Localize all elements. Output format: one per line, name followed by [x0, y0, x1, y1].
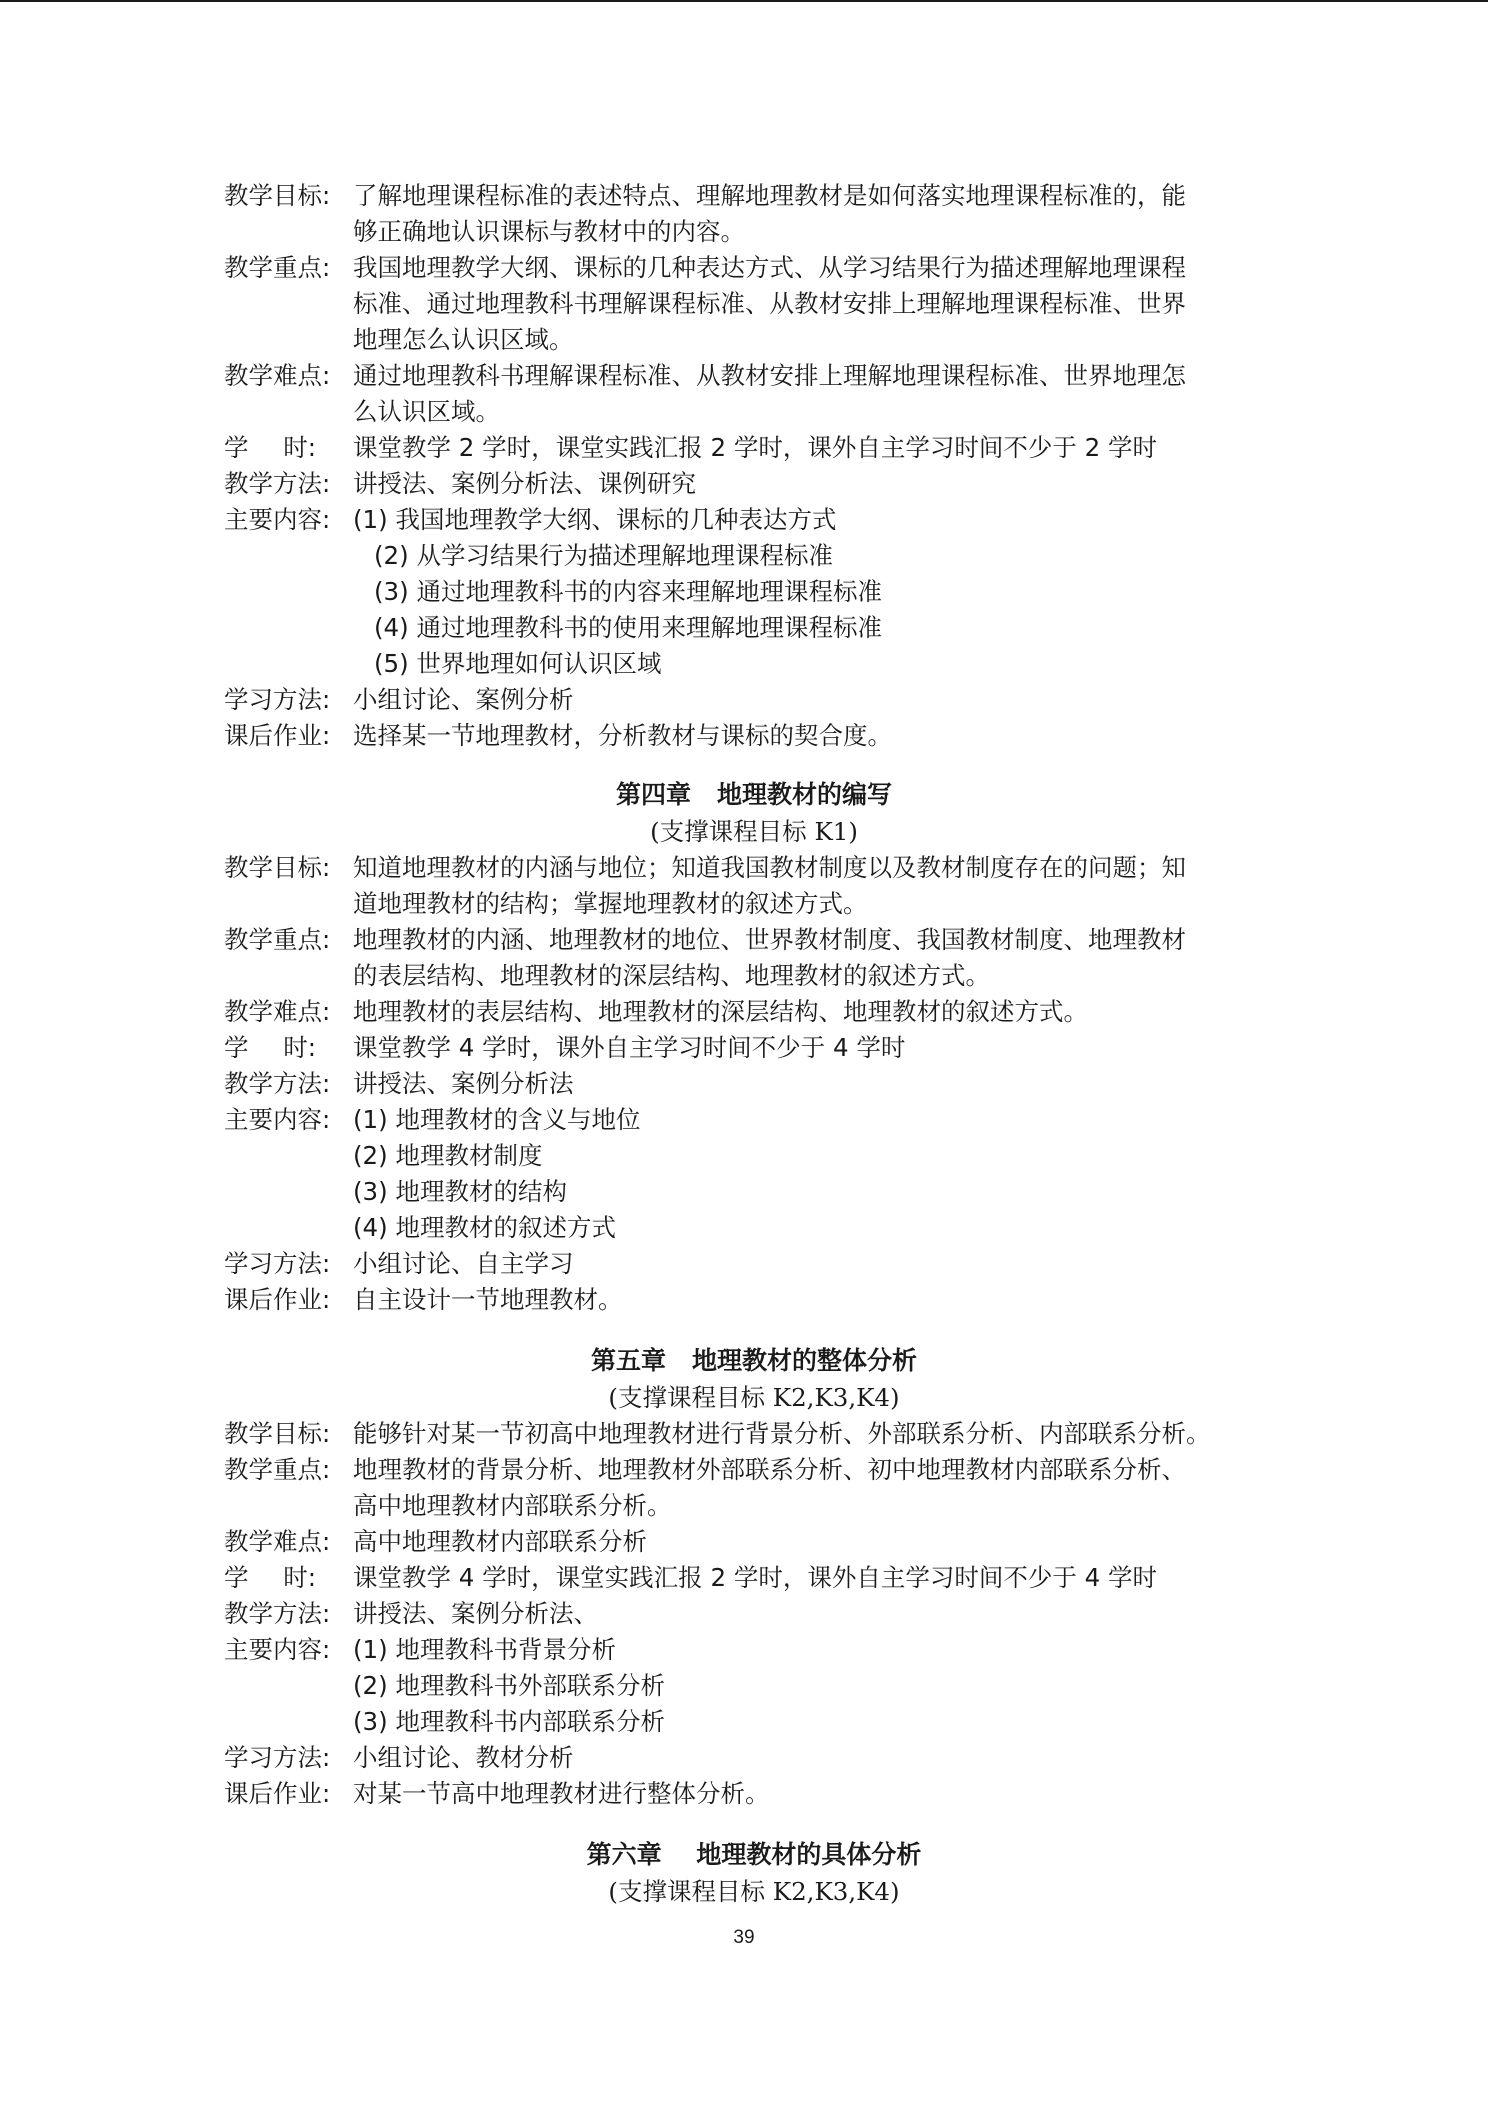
teaching-focus-label: 教学重点:: [224, 253, 331, 282]
teaching-focus-row: [224, 922, 1284, 958]
chapter-4-subtitle: (支撑课程目标 K1): [650, 817, 858, 846]
study-method-row: [224, 1740, 1284, 1776]
teaching-goal-label: 教学目标:: [224, 1419, 331, 1448]
study-method-text: 小组讨论、教材分析: [353, 1743, 574, 1772]
main-content-item: (1) 我国地理教学大纲、课标的几种表达方式: [353, 505, 837, 534]
study-method-label: 学习方法:: [224, 1249, 331, 1278]
chapter-5-subtitle: (支撑课程目标 K2,K3,K4): [608, 1383, 900, 1412]
main-content-item: (2) 地理教科书外部联系分析: [353, 1671, 665, 1700]
teaching-focus-text: 我国地理教学大纲、课标的几种表达方式、从学习结果行为描述理解地理课程: [353, 253, 1186, 282]
class-hours-label: [224, 1030, 316, 1066]
teaching-goal-text: 了解地理课程标准的表述特点、理解地理教材是如何落实地理课程标准的，能: [353, 181, 1186, 210]
teaching-method-text: 讲授法、案例分析法: [353, 1069, 574, 1098]
homework-label: 课后作业:: [224, 1285, 331, 1314]
teaching-difficulty-row: [224, 358, 1284, 394]
teaching-focus-row: [224, 250, 1284, 286]
teaching-difficulty-row: [224, 1524, 1284, 1560]
section-chapter-6: [224, 1836, 1284, 1910]
main-content-row: [224, 1102, 1284, 1138]
teaching-goal-row: [224, 178, 1284, 214]
teaching-goal-row: [224, 1416, 1284, 1452]
teaching-method-text: 讲授法、案例分析法、课例研究: [353, 469, 696, 498]
main-content-item: (2) 地理教材制度: [353, 1141, 543, 1170]
teaching-focus-row: [224, 1452, 1284, 1488]
teaching-difficulty-text-cont: 么认识区域。: [353, 397, 500, 426]
teaching-goal-text: 能够针对某一节初高中地理教材进行背景分析、外部联系分析、内部联系分析。: [353, 1419, 1211, 1448]
class-hours-text: 课堂教学 4 学时，课外自主学习时间不少于 4 学时: [353, 1033, 906, 1062]
teaching-method-label: 教学方法:: [224, 1599, 331, 1628]
teaching-difficulty-text: 地理教材的表层结构、地理教材的深层结构、地理教材的叙述方式。: [353, 997, 1088, 1026]
teaching-method-row: [224, 1066, 1284, 1102]
document-body: [224, 178, 1284, 1910]
teaching-difficulty-label: 教学难点:: [224, 361, 331, 390]
class-hours-row: [224, 1560, 1284, 1596]
teaching-goal-text-cont: 够正确地认识课标与教材中的内容。: [353, 217, 745, 246]
main-content-row: [224, 1632, 1284, 1668]
teaching-difficulty-label: 教学难点:: [224, 997, 331, 1026]
chapter-6-subtitle: (支撑课程目标 K2,K3,K4): [608, 1877, 900, 1906]
label-spacer: [316, 1030, 353, 1066]
teaching-focus-text-cont: 标准、通过地理教科书理解课程标准、从教材安排上理解地理课程标准、世界: [353, 289, 1186, 318]
chapter-5-title: 第五章 地理教材的整体分析: [590, 1346, 918, 1375]
study-method-row: [224, 682, 1284, 718]
teaching-focus-label: 教学重点:: [224, 1455, 331, 1484]
class-hours-label: [224, 1560, 316, 1596]
homework-label: 课后作业:: [224, 721, 331, 750]
main-content-item: (1) 地理教科书背景分析: [353, 1635, 616, 1664]
homework-row: [224, 1776, 1284, 1812]
class-hours-label-char: 学: [224, 433, 249, 462]
section-chapter-3-tail: [224, 178, 1284, 754]
study-method-label: 学习方法:: [224, 685, 331, 714]
study-method-label: 学习方法:: [224, 1743, 331, 1772]
teaching-goal-text-cont: 道地理教材的结构；掌握地理教材的叙述方式。: [353, 889, 868, 918]
page-number: 39: [733, 1927, 755, 1948]
class-hours-label-char: 时:: [283, 433, 316, 462]
teaching-method-label: 教学方法:: [224, 469, 331, 498]
class-hours-row: [224, 1030, 1284, 1066]
teaching-difficulty-text: 高中地理教材内部联系分析: [353, 1527, 647, 1556]
teaching-method-row: [224, 1596, 1284, 1632]
main-content-item: (1) 地理教材的含义与地位: [353, 1105, 641, 1134]
homework-text: 对某一节高中地理教材进行整体分析。: [353, 1779, 770, 1808]
class-hours-text: 课堂教学 2 学时，课堂实践汇报 2 学时，课外自主学习时间不少于 2 学时: [353, 433, 1157, 462]
class-hours-label: [224, 430, 316, 466]
homework-label: 课后作业:: [224, 1779, 331, 1808]
teaching-goal-label: 教学目标:: [224, 853, 331, 882]
homework-row: [224, 718, 1284, 754]
teaching-focus-text: 地理教材的背景分析、地理教材外部联系分析、初中地理教材内部联系分析、: [353, 1455, 1186, 1484]
main-content-item: (3) 地理教科书内部联系分析: [353, 1707, 665, 1736]
teaching-difficulty-label: 教学难点:: [224, 1527, 331, 1556]
section-chapter-4: [224, 776, 1284, 1318]
class-hours-label-char: 学: [224, 1563, 249, 1592]
teaching-focus-text: 地理教材的内涵、地理教材的地位、世界教材制度、我国教材制度、地理教材: [353, 925, 1186, 954]
section-chapter-5: [224, 1342, 1284, 1812]
class-hours-label-char: 学: [224, 1033, 249, 1062]
label-spacer: [316, 430, 353, 466]
main-content-item: (3) 地理教材的结构: [353, 1177, 567, 1206]
top-border-line: [0, 0, 1488, 2]
class-hours-label-char: 时:: [283, 1563, 316, 1592]
teaching-focus-text-cont: 高中地理教材内部联系分析。: [353, 1491, 672, 1520]
homework-text: 选择某一节地理教材，分析教材与课标的契合度。: [353, 721, 892, 750]
main-content-item: (5) 世界地理如何认识区域: [374, 649, 662, 678]
main-content-item: (4) 通过地理教科书的使用来理解地理课程标准: [374, 613, 882, 642]
teaching-goal-row: [224, 850, 1284, 886]
main-content-label: 主要内容:: [224, 505, 331, 534]
chapter-6-title: 第六章 地理教材的具体分析: [586, 1840, 922, 1869]
teaching-difficulty-row: [224, 994, 1284, 1030]
teaching-method-row: [224, 466, 1284, 502]
main-content-label: 主要内容:: [224, 1105, 331, 1134]
study-method-row: [224, 1246, 1284, 1282]
class-hours-text: 课堂教学 4 学时，课堂实践汇报 2 学时，课外自主学习时间不少于 4 学时: [353, 1563, 1157, 1592]
main-content-row: [224, 502, 1284, 538]
main-content-item: (4) 地理教材的叙述方式: [353, 1213, 616, 1242]
teaching-goal-text: 知道地理教材的内涵与地位；知道我国教材制度以及教材制度存在的问题；知: [353, 853, 1186, 882]
homework-row: [224, 1282, 1284, 1318]
teaching-goal-label: 教学目标:: [224, 181, 331, 210]
class-hours-row: [224, 430, 1284, 466]
teaching-difficulty-text: 通过地理教科书理解课程标准、从教材安排上理解地理课程标准、世界地理怎: [353, 361, 1186, 390]
study-method-text: 小组讨论、案例分析: [353, 685, 574, 714]
main-content-item: (3) 通过地理教科书的内容来理解地理课程标准: [374, 577, 882, 606]
study-method-text: 小组讨论、自主学习: [353, 1249, 574, 1278]
teaching-focus-text-cont: 地理怎么认识区域。: [353, 325, 574, 354]
teaching-focus-label: 教学重点:: [224, 925, 331, 954]
teaching-focus-text-cont: 的表层结构、地理教材的深层结构、地理教材的叙述方式。: [353, 961, 990, 990]
teaching-method-text: 讲授法、案例分析法、: [353, 1599, 598, 1628]
homework-text: 自主设计一节地理教材。: [353, 1285, 623, 1314]
chapter-4-title: 第四章 地理教材的编写: [615, 780, 893, 809]
label-spacer: [316, 1560, 353, 1596]
class-hours-label-char: 时:: [283, 1033, 316, 1062]
main-content-label: 主要内容:: [224, 1635, 331, 1664]
main-content-item: (2) 从学习结果行为描述理解地理课程标准: [374, 541, 833, 570]
teaching-method-label: 教学方法:: [224, 1069, 331, 1098]
